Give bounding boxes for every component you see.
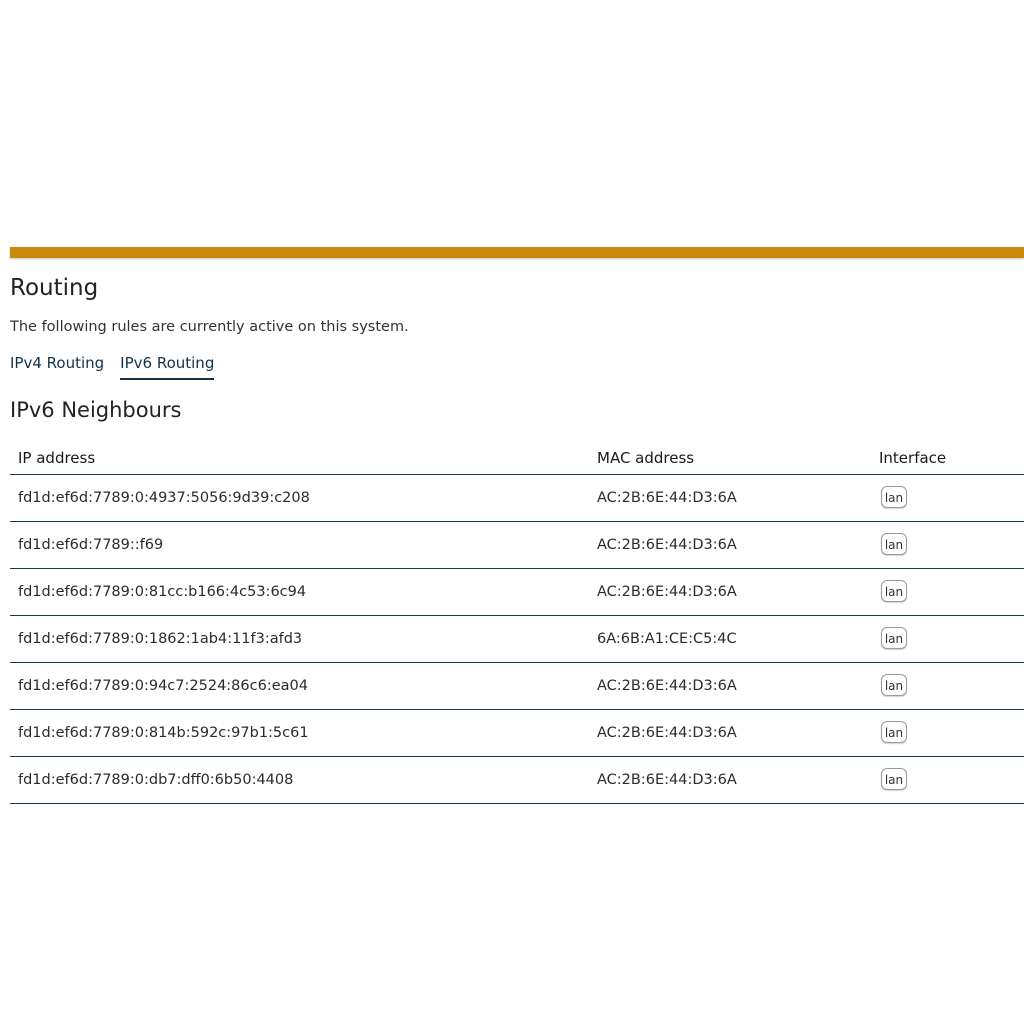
interface-badge: lan [881, 721, 907, 743]
interface-badge: lan [881, 768, 907, 790]
tab-ipv6-routing[interactable]: IPv6 Routing [120, 354, 214, 380]
ip-address-cell: fd1d:ef6d:7789:0:db7:dff0:6b50:4408 [18, 772, 294, 788]
mac-address-cell: 6A:6B:A1:CE:C5:4C [597, 631, 737, 647]
column-header-interface: Interface [879, 449, 947, 467]
table-row [10, 757, 1024, 804]
table-row [10, 569, 1024, 616]
ip-address-cell: fd1d:ef6d:7789:0:814b:592c:97b1:5c61 [18, 725, 309, 741]
interface-badge: lan [881, 627, 907, 649]
tab-ipv4-routing[interactable]: IPv4 Routing [10, 354, 105, 372]
routing-tabs [10, 354, 214, 380]
interface-badge: lan [881, 580, 907, 602]
ip-address-cell: fd1d:ef6d:7789:0:1862:1ab4:11f3:afd3 [18, 631, 303, 647]
table-row [10, 616, 1024, 663]
interface-badge: lan [881, 486, 907, 508]
table-row [10, 475, 1024, 522]
mac-address-cell: AC:2B:6E:44:D3:6A [597, 490, 737, 506]
routing-page [10, 247, 1024, 788]
header-accent-bar [10, 247, 1024, 258]
ip-address-cell: fd1d:ef6d:7789:0:81cc:b166:4c53:6c94 [18, 584, 307, 600]
section-title-ipv6-neighbours: IPv6 Neighbours [10, 398, 182, 422]
ip-address-cell: fd1d:ef6d:7789:0:94c7:2524:86c6:ea04 [18, 678, 308, 694]
ip-address-cell: fd1d:ef6d:7789::f69 [18, 537, 164, 553]
table-row [10, 710, 1024, 757]
mac-address-cell: AC:2B:6E:44:D3:6A [597, 772, 737, 788]
table-header [10, 443, 1024, 475]
mac-address-cell: AC:2B:6E:44:D3:6A [597, 678, 737, 694]
column-header-ip-address: IP address [18, 449, 96, 467]
neighbours-table [10, 443, 1024, 804]
ip-address-cell: fd1d:ef6d:7789:0:4937:5056:9d39:c208 [18, 490, 310, 506]
page-title: Routing [10, 275, 99, 301]
table-row [10, 522, 1024, 569]
table-row [10, 663, 1024, 710]
mac-address-cell: AC:2B:6E:44:D3:6A [597, 725, 737, 741]
mac-address-cell: AC:2B:6E:44:D3:6A [597, 537, 737, 553]
interface-badge: lan [881, 674, 907, 696]
mac-address-cell: AC:2B:6E:44:D3:6A [597, 584, 737, 600]
page-description: The following rules are currently active on this system. [10, 319, 409, 335]
interface-badge: lan [881, 533, 907, 555]
column-header-mac-address: MAC address [597, 449, 695, 467]
